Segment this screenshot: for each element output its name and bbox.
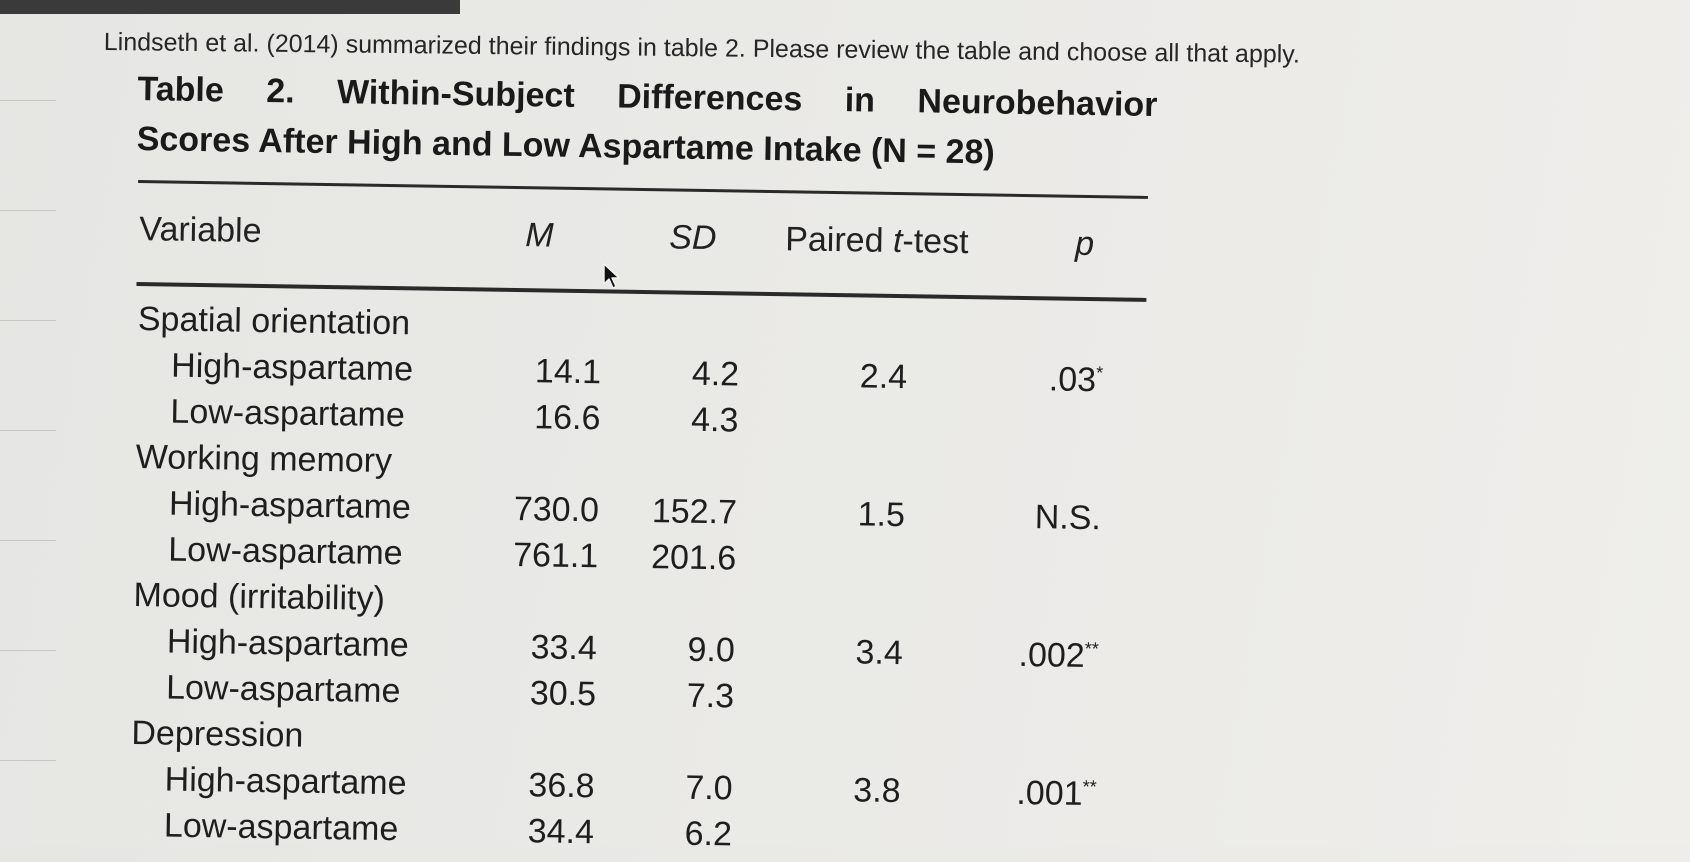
cell-mean: 14.1 — [535, 352, 602, 392]
cell-sd: 4.2 — [692, 355, 740, 395]
cell-ttest: 2.4 — [860, 357, 908, 397]
row-label-high: High-aspartame — [167, 623, 409, 666]
cell-mean: 34.4 — [527, 812, 594, 852]
row-label-low: Low-aspartame — [164, 807, 399, 850]
row-label-high: High-aspartame — [171, 347, 413, 390]
caption-word: Within-Subject — [337, 67, 575, 121]
row-label-high: High-aspartame — [164, 761, 406, 804]
cell-mean: 33.4 — [530, 628, 597, 668]
header-mean: M — [525, 216, 554, 255]
p-value-significance: ** — [1085, 639, 1099, 659]
row-label-low: Low-aspartame — [168, 531, 403, 574]
margin-line — [0, 100, 56, 101]
header-ttest-t: t — [893, 222, 903, 260]
cell-p-value — [1018, 636, 1099, 676]
cell-mean: 30.5 — [530, 674, 597, 714]
caption-word: Neurobehavior — [917, 76, 1158, 130]
cell-sd: 7.3 — [687, 677, 735, 717]
row-label-high: High-aspartame — [169, 485, 411, 528]
cell-ttest: 3.4 — [855, 633, 903, 673]
table-top-rule — [138, 180, 1148, 199]
group-label: Working memory — [135, 438, 392, 481]
left-margin — [0, 14, 56, 846]
cell-sd: 6.2 — [684, 815, 732, 855]
question-prompt: Lindseth et al. (2014) summarized their findings in table 2. Please review the table and choose all that apply. — [104, 28, 1300, 70]
mouse-cursor-icon — [602, 262, 622, 290]
header-ttest-prefix: Paired — [785, 220, 893, 260]
group-label: Mood (irritability) — [133, 576, 385, 619]
margin-line — [0, 430, 56, 431]
caption-word: 2. — [266, 66, 295, 116]
caption-word: Table — [137, 64, 224, 115]
margin-line — [0, 650, 56, 651]
row-label-low: Low-aspartame — [166, 669, 401, 712]
p-value-text: N.S. — [1035, 498, 1102, 537]
p-value-text: .03 — [1049, 360, 1097, 399]
cell-mean: 761.1 — [513, 536, 599, 576]
cell-p-value — [1049, 360, 1104, 400]
row-label-low: Low-aspartame — [170, 393, 405, 436]
header-variable: Variable — [139, 210, 262, 251]
p-value-significance: ** — [1083, 777, 1097, 797]
caption-line-2: Scores After High and Low Aspartame Intake (N = 28) — [136, 114, 1157, 180]
caption-word: in — [844, 75, 875, 125]
window-top-bar — [0, 0, 460, 14]
cell-p-value — [1034, 498, 1101, 538]
cell-sd: 201.6 — [651, 538, 737, 578]
cell-p-value — [1016, 774, 1097, 814]
p-value-significance: * — [1096, 363, 1103, 383]
caption-word: Differences — [617, 72, 803, 125]
cell-sd: 152.7 — [652, 492, 738, 532]
p-value-text: .002 — [1018, 636, 1085, 675]
header-ttest-suffix: -test — [902, 222, 969, 261]
header-rule — [136, 282, 1146, 302]
cell-sd: 7.0 — [685, 769, 733, 809]
header-sd: SD — [669, 218, 717, 258]
header-p: p — [1075, 225, 1095, 264]
margin-line — [0, 760, 56, 761]
cell-mean: 16.6 — [534, 398, 601, 438]
margin-line — [0, 210, 56, 211]
cell-mean: 36.8 — [528, 766, 595, 806]
cell-sd: 9.0 — [687, 631, 735, 671]
cell-ttest: 3.8 — [853, 771, 901, 811]
cell-mean: 730.0 — [514, 490, 600, 530]
cell-sd: 4.3 — [691, 401, 739, 441]
results-table — [124, 60, 1156, 862]
group-label: Spatial orientation — [138, 300, 411, 343]
header-paired-ttest — [785, 220, 969, 262]
group-label: Depression — [131, 714, 304, 756]
margin-line — [0, 540, 56, 541]
margin-line — [0, 320, 56, 321]
cell-ttest: 1.5 — [857, 495, 905, 535]
p-value-text: .001 — [1016, 774, 1083, 813]
table-caption — [136, 64, 1157, 180]
